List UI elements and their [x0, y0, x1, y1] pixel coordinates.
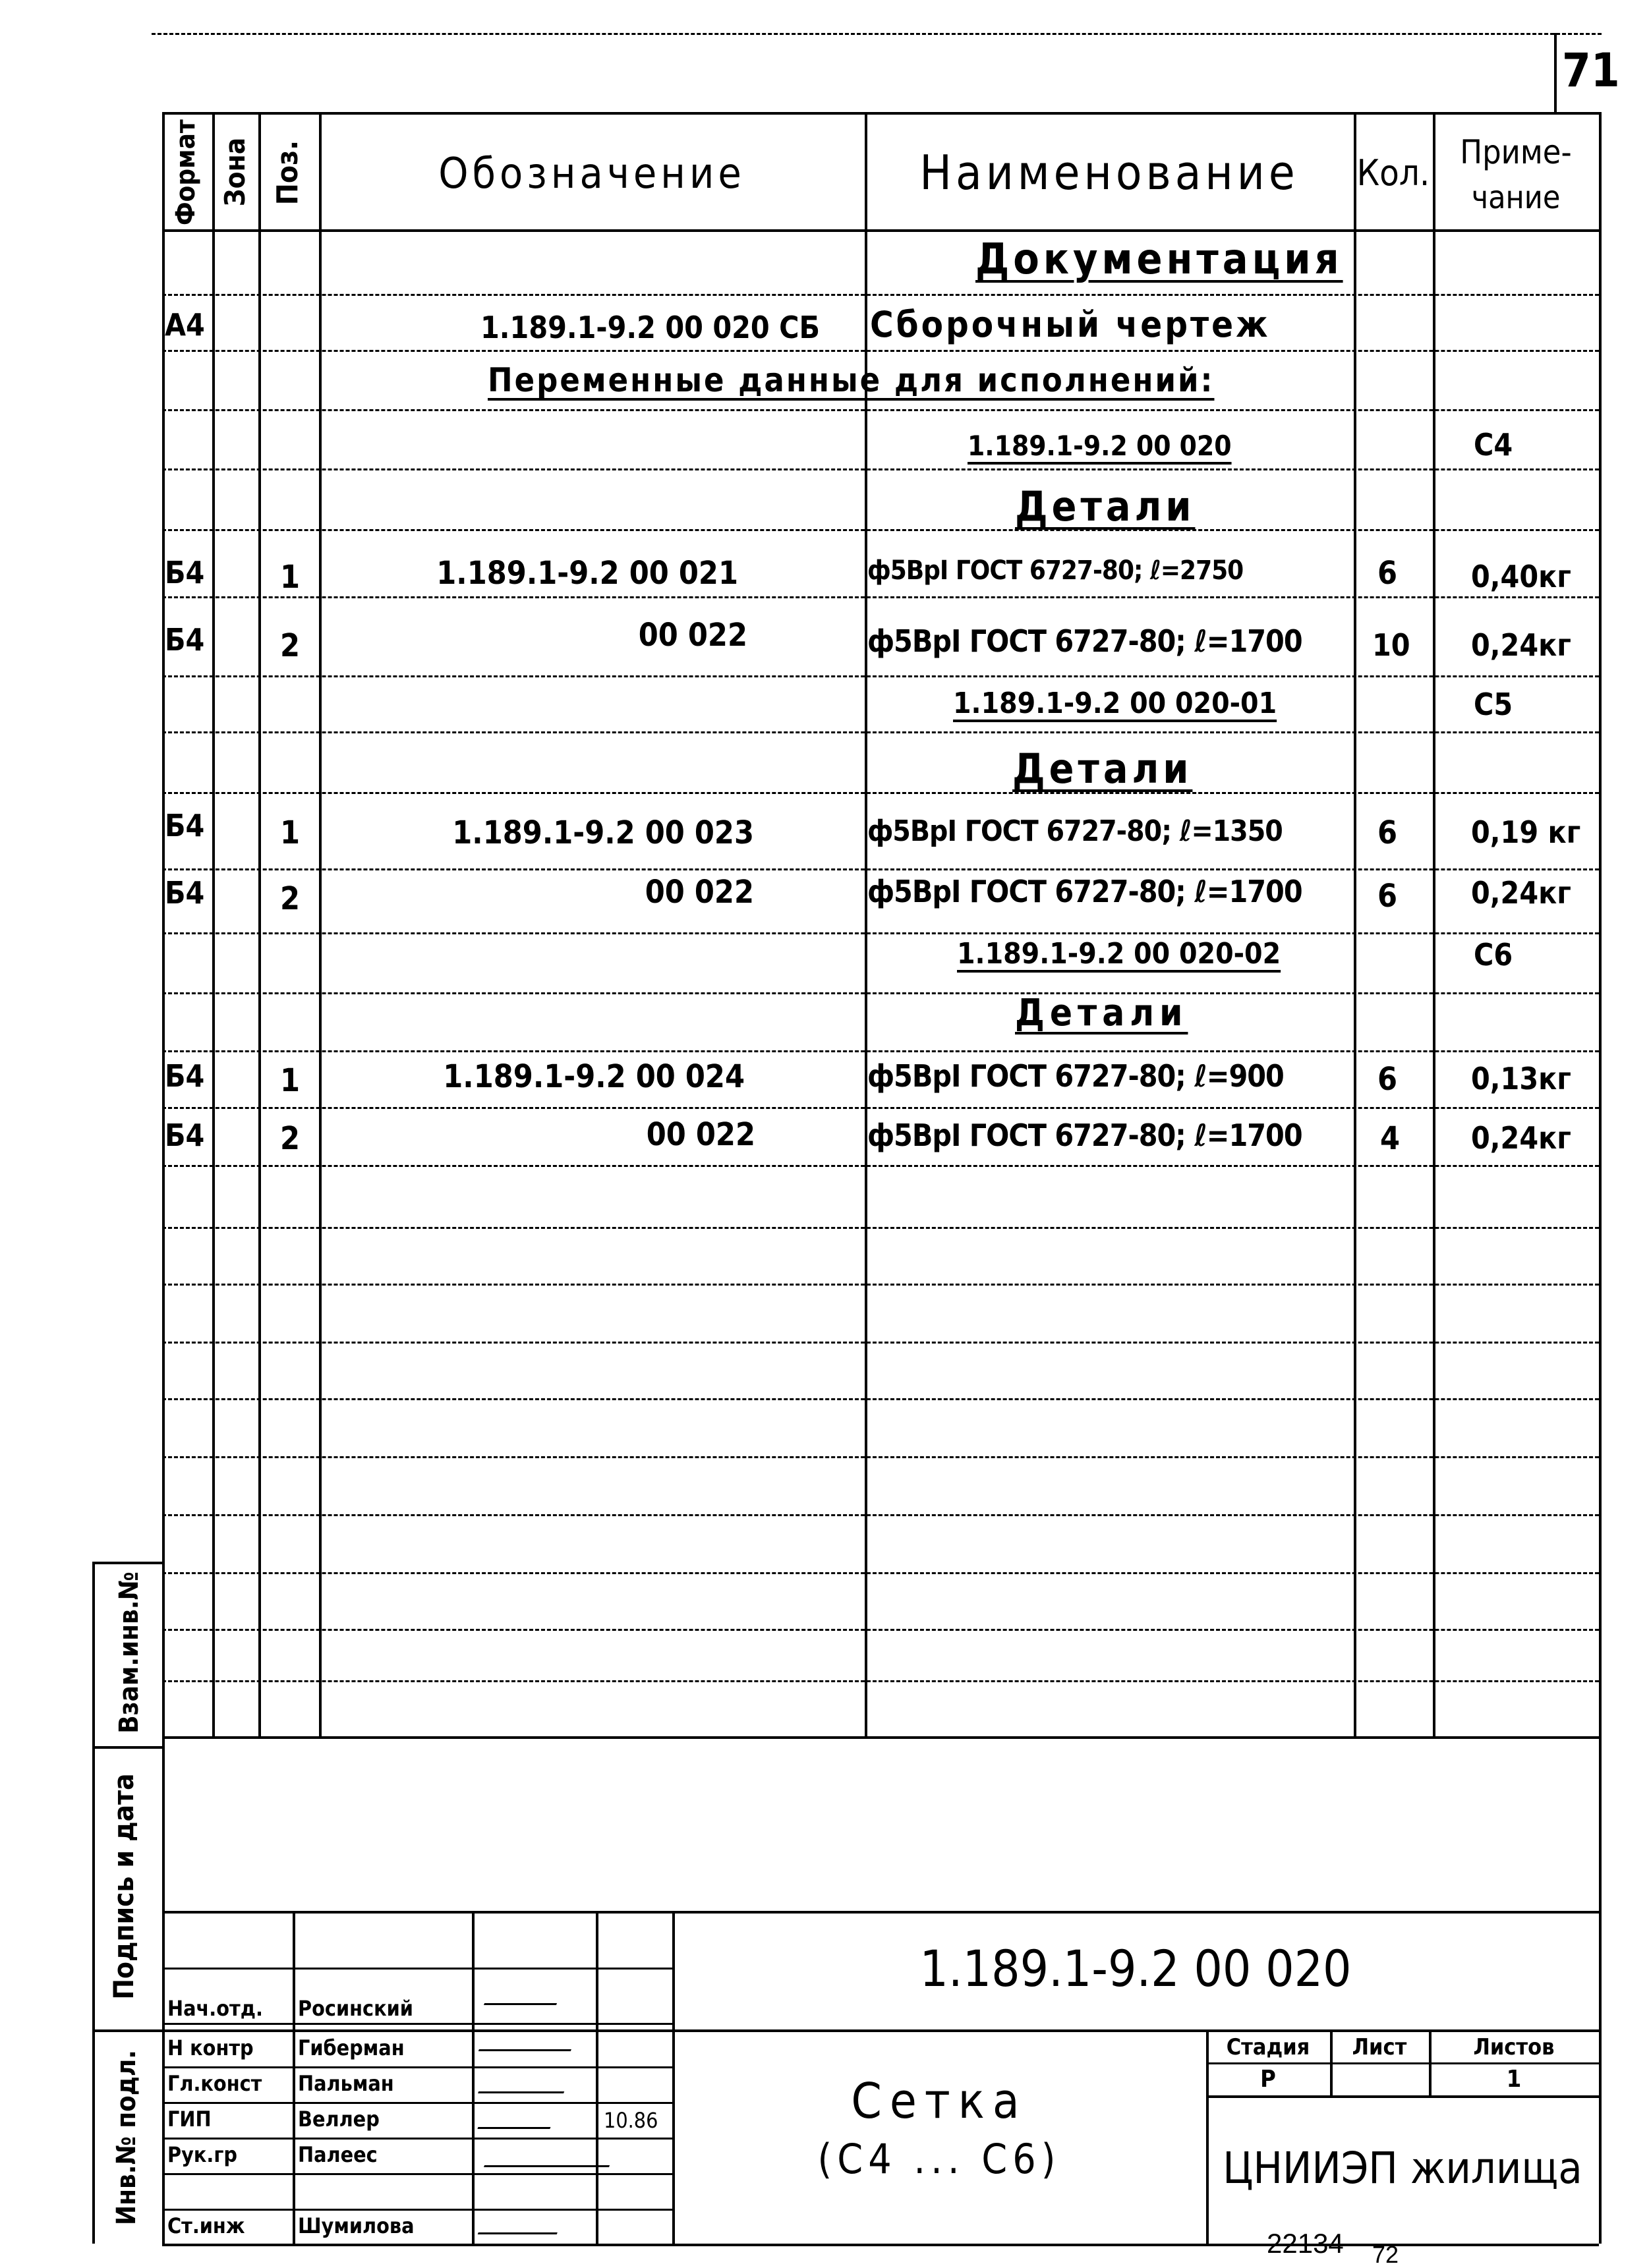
- row-format: А4: [165, 307, 205, 343]
- row-note: С4: [1474, 427, 1513, 463]
- title-block-right: [1599, 112, 1602, 2244]
- row-note: 0,24кг: [1471, 1120, 1571, 1156]
- tb-stage-col: [1206, 2029, 1209, 2244]
- signature: [478, 2036, 576, 2051]
- row-note: 0,24кг: [1471, 627, 1571, 663]
- side-strip-sep-2: [92, 2029, 162, 2032]
- col-header-pos: Поз.: [271, 140, 304, 206]
- row-line: [162, 992, 1599, 994]
- col-header-note-line1: Приме-: [1460, 133, 1572, 171]
- row-line: [162, 731, 1599, 733]
- row-note: 0,24кг: [1471, 875, 1571, 911]
- row-designation: 1.189.1-9.2 00 023: [452, 814, 754, 851]
- row-name: ф5ВрI ГОСТ 6727-80; ℓ=2750: [867, 555, 1244, 586]
- tb-row-line: [162, 2209, 672, 2211]
- tb-row-line: [162, 2138, 672, 2140]
- row-line: [162, 1680, 1599, 1682]
- staff-role: Гл.конст: [167, 2071, 262, 2096]
- doc-title-line2: (С4 ... С6): [817, 2135, 1061, 2183]
- row-pos: 2: [280, 880, 301, 917]
- staff-name: Гиберман: [298, 2035, 405, 2060]
- row-line: [162, 1227, 1599, 1229]
- row-name: Сборочный чертеж: [870, 304, 1271, 345]
- staff-name: Пальман: [298, 2071, 394, 2096]
- side-label-replacement: Взам.инв.№: [114, 1572, 144, 1734]
- row-name: ф5ВрI ГОСТ 6727-80; ℓ=1700: [867, 1118, 1302, 1153]
- row-qty: 10: [1372, 627, 1410, 663]
- sheet-label: Лист: [1352, 2034, 1407, 2060]
- row-format: Б4: [165, 808, 205, 843]
- bottom-number: 72: [1372, 2241, 1399, 2268]
- col-line-pos: [258, 112, 261, 1736]
- organization: ЦНИИЭП жилища: [1223, 2143, 1582, 2194]
- col-line-designation: [319, 112, 322, 1736]
- col-line-qty: [1354, 112, 1356, 1736]
- row-name: Детали: [1015, 992, 1188, 1035]
- row-qty: 6: [1377, 814, 1398, 851]
- row-line: [162, 350, 1599, 352]
- signature: [484, 1983, 564, 2005]
- row-name: ф5ВрI ГОСТ 6727-80; ℓ=1350: [867, 814, 1283, 848]
- row-line: [162, 1456, 1599, 1458]
- row-line: [162, 294, 1599, 296]
- row-designation: 1.189.1-9.2 00 021: [436, 555, 738, 592]
- sheets-value: 1: [1506, 2066, 1522, 2093]
- table-bottom-line: [162, 1736, 1599, 1739]
- tb-row-line: [162, 2173, 672, 2175]
- sheets-label: Листов: [1473, 2034, 1555, 2060]
- staff-name: Палеес: [298, 2142, 378, 2167]
- row-format: Б4: [165, 622, 205, 658]
- tb-row-line: [162, 2102, 672, 2104]
- row-line: [162, 675, 1599, 677]
- signature: [478, 2076, 570, 2093]
- staff-name: Веллер: [298, 2107, 380, 2132]
- row-note: 0,40кг: [1471, 559, 1571, 594]
- top-rule: [152, 33, 1602, 35]
- row-designation: 00 022: [638, 617, 747, 654]
- tb-col-2: [472, 1911, 475, 2244]
- bottom-number: 22134: [1267, 2228, 1344, 2259]
- row-designation: 00 022: [645, 874, 754, 911]
- row-qty: 4: [1380, 1120, 1401, 1157]
- date-value: 10.86: [604, 2108, 658, 2133]
- row-line: [162, 1284, 1599, 1286]
- row-qty: 6: [1377, 555, 1398, 592]
- row-name: Документация: [975, 235, 1343, 284]
- signature: [484, 2145, 617, 2167]
- staff-role: Нач.отд.: [167, 1996, 263, 2021]
- row-line: [162, 596, 1599, 598]
- side-label-signature-date: Подпись и дата: [107, 1773, 140, 2000]
- row-pos: 1: [280, 814, 301, 851]
- row-line: [162, 868, 1599, 870]
- row-line: [162, 1398, 1599, 1400]
- staff-role: ГИП: [167, 2107, 212, 2132]
- row-format: Б4: [165, 1118, 205, 1153]
- row-name: Детали: [1012, 745, 1193, 793]
- signature: [478, 2215, 564, 2234]
- row-line: [162, 409, 1599, 411]
- side-label-inventory-no: Инв.№ подл.: [111, 2050, 142, 2225]
- col-header-designation: Обозначение: [438, 150, 745, 198]
- row-note: С5: [1474, 687, 1513, 722]
- row-name: 1.189.1-9.2 00 020-02: [957, 937, 1281, 971]
- tb-row-line: [162, 2023, 672, 2025]
- col-line-note: [1433, 112, 1435, 1736]
- staff-role: Рук.гр: [167, 2142, 237, 2167]
- row-line: [162, 529, 1599, 531]
- row-name: 1.189.1-9.2 00 020: [968, 430, 1232, 462]
- tb-row-line: [162, 1968, 672, 1970]
- tb-stage-sep: [1206, 2062, 1599, 2064]
- row-note: 0,19 кг: [1471, 814, 1581, 850]
- row-line: [162, 1107, 1599, 1109]
- row-format: Б4: [165, 555, 205, 590]
- tb-org-sep: [1206, 2095, 1599, 2098]
- staff-name: Росинский: [298, 1996, 413, 2021]
- header-separator: [162, 229, 1599, 232]
- row-pos: 1: [280, 1062, 301, 1099]
- row-line: [162, 1514, 1599, 1516]
- row-name: Переменные данные для исполнений:: [488, 361, 1215, 399]
- stage-label: Стадия: [1226, 2034, 1310, 2060]
- spec-table-frame: [162, 112, 1602, 1739]
- stage-value: Р: [1260, 2066, 1276, 2093]
- col-header-qty: Кол.: [1356, 152, 1430, 194]
- staff-name: Шумилова: [298, 2213, 415, 2238]
- col-header-note-line2: чание: [1471, 179, 1561, 216]
- tb-main-line: [162, 2029, 1599, 2032]
- tb-row-line: [162, 2066, 672, 2068]
- page-number-box-left: [1554, 33, 1557, 112]
- signature: [477, 2109, 557, 2129]
- row-line: [162, 1050, 1599, 1052]
- title-block-top: [162, 1911, 1599, 1914]
- col-line-zone: [212, 112, 215, 1736]
- row-note: С6: [1474, 937, 1513, 973]
- row-line: [162, 1165, 1599, 1167]
- col-header-zone: Зона: [219, 137, 251, 207]
- row-pos: 2: [280, 1120, 301, 1157]
- row-line: [162, 1629, 1599, 1631]
- col-header-format: Формат: [171, 119, 201, 225]
- row-line: [162, 1342, 1599, 1344]
- row-line: [162, 468, 1599, 470]
- row-format: Б4: [165, 875, 205, 911]
- row-format: Б4: [165, 1058, 205, 1094]
- row-name: 1.189.1-9.2 00 020-01: [953, 687, 1277, 720]
- staff-role: Н контр: [167, 2035, 254, 2060]
- tb-col-1: [293, 1911, 295, 2244]
- row-pos: 2: [280, 627, 301, 664]
- row-qty: 6: [1377, 878, 1398, 915]
- row-name: ф5ВрI ГОСТ 6727-80; ℓ=1700: [867, 874, 1302, 909]
- row-name: Детали: [1015, 482, 1196, 530]
- side-strip-left: [92, 1562, 95, 2244]
- row-name: ф5ВрI ГОСТ 6727-80; ℓ=1700: [867, 623, 1302, 659]
- row-line: [162, 792, 1599, 794]
- row-line: [162, 1572, 1599, 1574]
- side-strip-right: [162, 1562, 165, 2244]
- row-note: 0,13кг: [1471, 1061, 1571, 1096]
- col-line-name: [865, 112, 867, 1736]
- row-designation: 00 022: [646, 1116, 755, 1153]
- row-qty: 6: [1377, 1061, 1398, 1098]
- staff-role: Ст.инж: [167, 2213, 245, 2238]
- page-number: 71: [1562, 43, 1620, 98]
- doc-title-line1: Сетка: [851, 2073, 1027, 2130]
- row-designation: 1.189.1-9.2 00 024: [443, 1058, 745, 1095]
- row-designation: 1.189.1-9.2 00 020 СБ: [480, 310, 820, 345]
- row-line: [162, 932, 1599, 934]
- doc-number: 1.189.1-9.2 00 020: [919, 1939, 1352, 1998]
- row-pos: 1: [280, 559, 301, 596]
- col-header-name: Наименование: [919, 145, 1299, 200]
- tb-col-3: [596, 1911, 598, 2244]
- row-name: ф5ВрI ГОСТ 6727-80; ℓ=900: [867, 1058, 1284, 1094]
